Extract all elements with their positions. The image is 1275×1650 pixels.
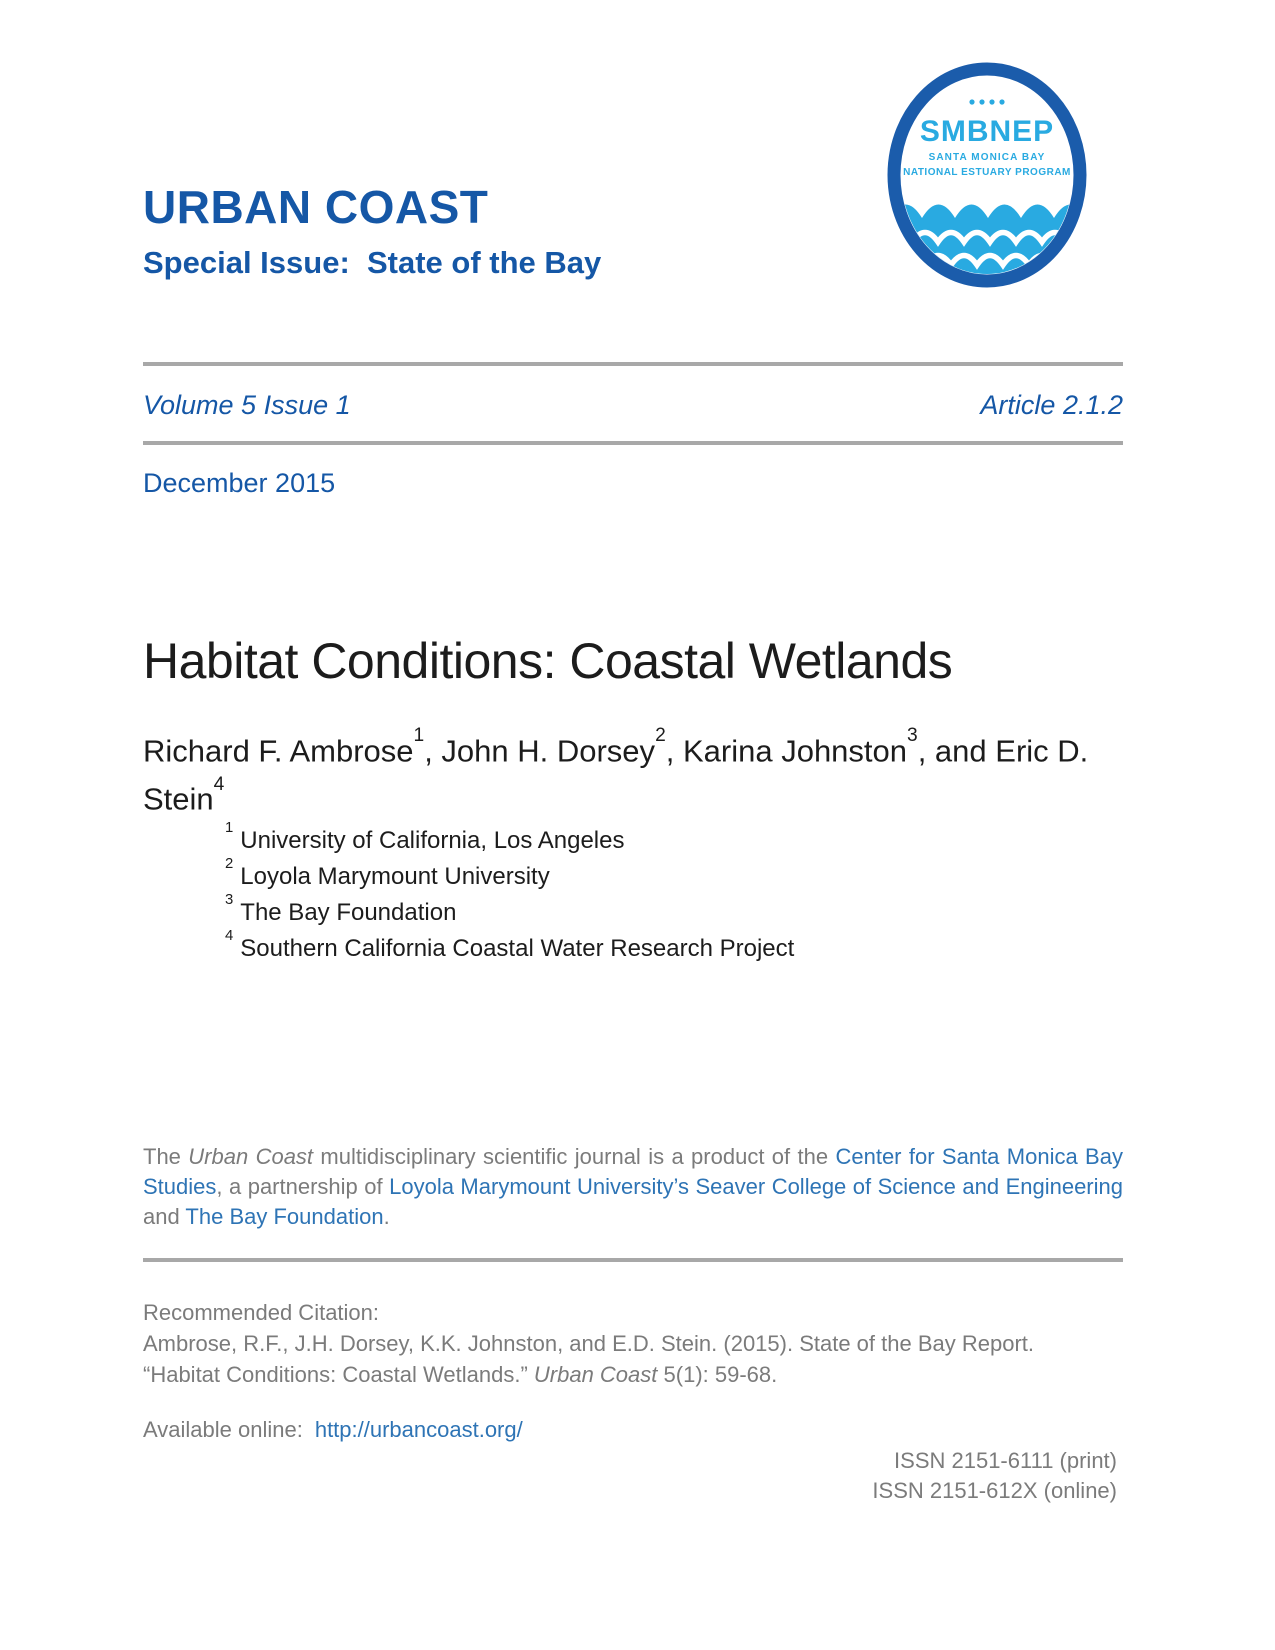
journal-name-italic: Urban Coast (188, 1144, 314, 1169)
about-text: multidisciplinary scientific journal is a product of the (313, 1144, 836, 1169)
article-number-label: Article 2.1.2 (980, 390, 1123, 420)
affiliation-item (225, 892, 794, 928)
citation-heading: Recommended Citation: (143, 1300, 380, 1325)
about-text: , a partnership of (216, 1174, 390, 1199)
affiliation-name: University of California, Los Angeles (240, 827, 625, 854)
author-segment: , and Eric D. Stein (143, 733, 1089, 817)
author-list (143, 724, 1118, 821)
recommended-citation (143, 1297, 1143, 1390)
issue-bar (143, 390, 1123, 421)
affiliation-item (225, 928, 794, 964)
issn-block (872, 1446, 1117, 1506)
affiliation-number: 1 (225, 820, 234, 837)
logo-org-line2: NATIONAL ESTUARY PROGRAM (903, 167, 1071, 178)
affiliation-number: 4 (225, 928, 234, 945)
issn-print: ISSN 2151-6111 (print) (894, 1448, 1117, 1473)
urbancoast-url-link[interactable]: http://urbancoast.org/ (314, 1417, 523, 1442)
about-text: and (143, 1204, 186, 1229)
logo-org-line1: SANTA MONICA BAY (928, 152, 1046, 163)
affiliation-number: 2 (225, 856, 234, 873)
issn-online: ISSN 2151-612X (online) (872, 1478, 1117, 1503)
journal-name-italic: Urban Coast (533, 1362, 658, 1387)
masthead (143, 182, 601, 281)
available-online (143, 1417, 523, 1443)
divider (143, 441, 1123, 445)
issue-date: December 2015 (143, 468, 336, 498)
citation-text: “Habitat Conditions: Coastal Wetlands.” (143, 1362, 534, 1387)
about-text: The (143, 1144, 189, 1169)
affiliation-item (225, 820, 794, 856)
journal-title: URBAN COAST (143, 181, 489, 233)
affiliation-number: 3 (225, 892, 234, 909)
citation-text: 5(1): 59-68. (657, 1362, 778, 1387)
author-affil-ref: 3 (907, 725, 918, 747)
affiliation-list (225, 820, 794, 964)
author-segment: , Karina Johnston (665, 733, 908, 769)
author-affil-ref: 4 (213, 773, 225, 795)
volume-issue-label: Volume 5 Issue 1 (143, 390, 351, 420)
author-affil-ref: 2 (655, 725, 666, 747)
author-segment: , John H. Dorsey (424, 733, 656, 769)
affiliation-name: Southern California Coastal Water Research Project (240, 935, 795, 962)
logo-acronym: SMBNEP (919, 115, 1055, 148)
citation-line: Ambrose, R.F., J.H. Dorsey, K.K. Johnston, and E.D. Stein. (2015). State of the Bay Report. (143, 1331, 1034, 1356)
author-affil-ref: 1 (413, 725, 425, 747)
affiliation-name: Loyola Marymount University (240, 863, 550, 890)
author-segment: Richard F. Ambrose (143, 733, 414, 769)
journal-subtitle: Special Issue: State of the Bay (143, 245, 602, 280)
available-online-label: Available online: (143, 1417, 303, 1442)
about-text: . (383, 1204, 390, 1229)
smbnep-logo (886, 62, 1088, 288)
link-center-for-santa-monica-bay-studies[interactable]: Center for Santa Monica Bay Studies (143, 1144, 1123, 1199)
divider (143, 362, 1123, 366)
citation-line (143, 1359, 1143, 1390)
link-lmu-seaver-college[interactable]: Loyola Marymount University’s Seaver College of Science and Engineering (389, 1174, 1123, 1199)
affiliation-name: The Bay Foundation (240, 899, 457, 926)
about-journal-paragraph (143, 1142, 1123, 1232)
article-title: Habitat Conditions: Coastal Wetlands (143, 633, 953, 689)
affiliation-item (225, 856, 794, 892)
divider (143, 1258, 1123, 1262)
smbnep-logo-icon (886, 62, 1088, 288)
link-the-bay-foundation[interactable]: The Bay Foundation (185, 1204, 384, 1229)
